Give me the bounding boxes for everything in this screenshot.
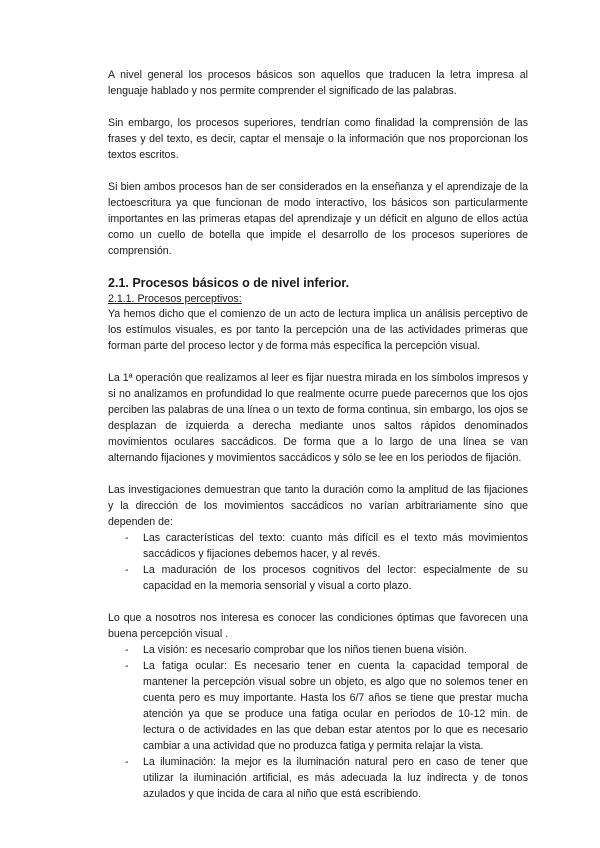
list-item: - La maduración de los procesos cognitivos del lector: especialmente de su capacidad en la memoria sensorial y visual a corto plazo. xyxy=(143,562,528,594)
paragraph-optimal-conditions: Lo que a nosotros nos interesa es conocer las condiciones óptimas que favorecen una buena percepción visual . xyxy=(108,612,528,640)
dependencies-list xyxy=(108,530,528,594)
paragraph-basic-processes: A nivel general los procesos básicos son aquellos que traducen la letra impresa al lenguaje hablado y nos permite comprender el significado de las palabras. xyxy=(108,69,528,97)
list-item: - Las características del texto: cuanto más difícil es el texto más movimientos saccádicos y fijaciones debemos hacer, y al revés. xyxy=(143,530,528,562)
list-item: - La fatiga ocular: Es necesario tener en cuenta la capacidad temporal de mantener la percepción visual sobre un objeto, es algo que no solemos tener en cuenta pero es muy importante. Hasta los 6/7 años se tiene que prestar mucha atención ya que se produce una fatiga ocular en periodos de 10-12 min. de lectura o de actividades en las que deban estar atentos por lo que es necesario cambiar a una actividad que no produzca fatiga y permita relajar la vista. xyxy=(143,658,528,754)
paragraph-superior-processes: Sin embargo, los procesos superiores, tendrían como finalidad la comprensión de las frases y del texto, es decir, captar el mensaje o la información que nos proporcionan los textos escritos. xyxy=(108,117,528,161)
list-item: - La visión: es necesario comprobar que los niños tienen buena visión. xyxy=(143,642,528,658)
paragraph-saccadic-movements: La 1ª operación que realizamos al leer es fijar nuestra mirada en los símbolos impresos y si no analizamos en profundidad lo que realmente ocurre puede parecernos que los ojos perciben las palabras de una línea o un texto de forma continua, sin embargo, los ojos se desplazan de izquierda a derecha mediante unos saltos rápidos denominados movimientos oculares saccádicos. De forma que a lo largo de una línea se van alternando fijaciones y movimientos saccádicos y sólo se lee en los periodos de fijación. xyxy=(108,372,528,464)
paragraph-interactive-processes: Si bien ambos procesos han de ser considerados en la enseñanza y el aprendizaje de la lectoescritura ya que funcionan de modo interactivo, los básicos son particularmente importantes en las primeras etapas del aprendizaje y un déficit en alguno de ellos actúa como un cuello de botella que impide el desarrollo de los procesos superiores de comprensión. xyxy=(108,181,528,257)
list-item: - La iluminación: la mejor es la iluminación natural pero en caso de tener que utilizar la iluminación artificial, es más adecuada la luz indirecta y de tonos azulados y que incida de cara al niño que está escribiendo. xyxy=(143,754,528,802)
conditions-list xyxy=(108,642,528,802)
section-heading: 2.1. Procesos básicos o de nivel inferior. xyxy=(108,276,350,290)
paragraph-investigations: Las investigaciones demuestran que tanto la duración como la amplitud de las fijaciones y la dirección de los movimientos saccádicos no varían arbitrariamente sino que dependen de: xyxy=(108,484,528,528)
subsection-heading: 2.1.1. Procesos perceptivos: xyxy=(108,293,242,305)
paragraph-perceptive-analysis: Ya hemos dicho que el comienzo de un acto de lectura implica un análisis perceptivo de los estímulos visuales, es por tanto la percepción una de las actividades primeras que forman parte del proceso lector y de forma más específica la percepción visual. xyxy=(108,308,528,352)
